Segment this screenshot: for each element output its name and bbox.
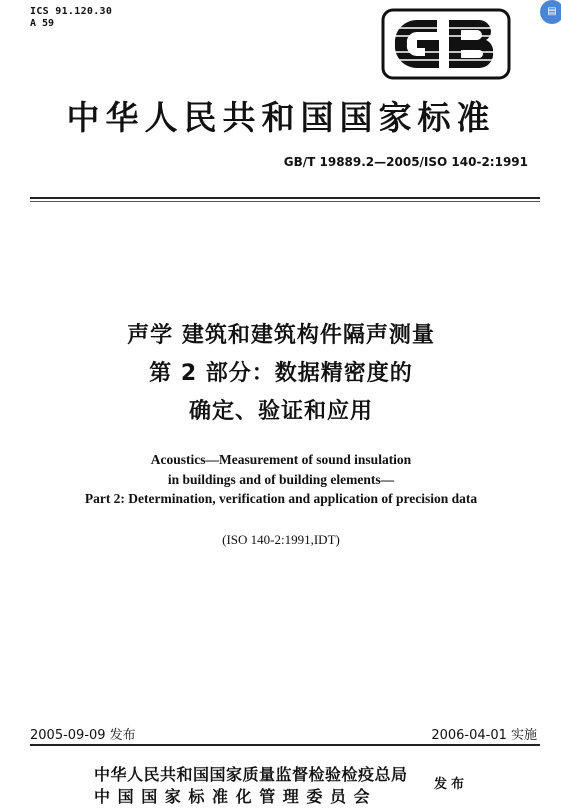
national-standard-heading: 中华人民共和国国家标准 [66, 98, 496, 137]
iso-equivalence: (ISO 140-2:1991,IDT) [222, 532, 340, 547]
chinese-title-line-2: 第 2 部分：数据精密度的 [149, 361, 413, 386]
implementation-date: 2006-04-01 实施 [431, 728, 537, 743]
classification-code: A 59 [30, 18, 55, 29]
footer-rule [30, 744, 540, 746]
chinese-title-line-1: 声学 建筑和建筑构件隔声测量 [127, 323, 435, 348]
issuer-line-2: 中国国家标准化管理委员会 [94, 787, 378, 806]
standard-number: GB/T 19889.2—2005/ISO 140-2:1991 [283, 155, 528, 169]
gb-logo [381, 8, 511, 80]
ics-code: ICS 91.120.30 [30, 6, 113, 17]
english-title-line-3: Part 2: Determination, verification and application of precision data [84, 491, 478, 506]
issue-date: 2005-09-09 发布 [30, 728, 136, 743]
header-rule-thin [30, 201, 540, 202]
publish-label: 发布 [434, 777, 469, 792]
header-rule [30, 197, 540, 199]
english-title-line-1: Acoustics—Measurement of sound insulation [150, 452, 412, 467]
app-badge-icon[interactable]: ▤ [540, 0, 561, 24]
english-title-line-2: in buildings and of building elements— [167, 472, 395, 487]
chinese-title-line-3: 确定、验证和应用 [188, 399, 373, 424]
issuer-line-1: 中华人民共和国国家质量监督检验检疫总局 [94, 765, 408, 784]
